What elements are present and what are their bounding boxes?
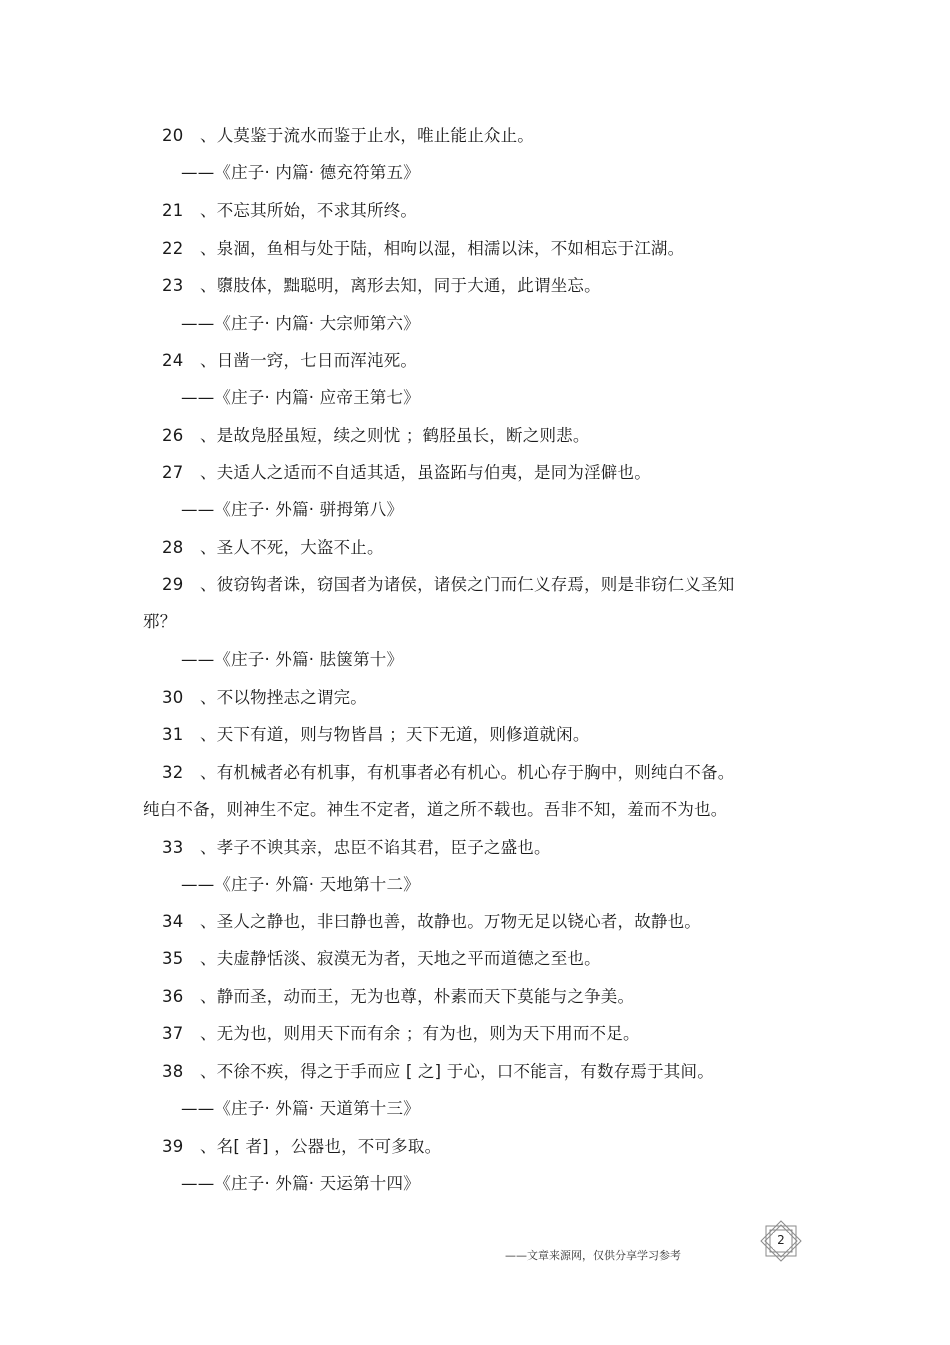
entry-number: 21 (162, 201, 184, 220)
entry-26 (162, 425, 590, 447)
citation-text: ——《庄子· 内篇· 应帝王第七》 (181, 388, 420, 407)
entry-number: 22 (162, 239, 184, 258)
entry-27 (162, 462, 651, 484)
entry-text: 、天下有道，则与物皆昌 ；天下无道，则修道就闲。 (200, 725, 590, 744)
entry-text: 、隳肢体，黜聪明，离形去知，同于大通，此谓坐忘。 (200, 276, 601, 295)
citation-text: ——《庄子· 内篇· 德充符第五》 (181, 163, 420, 182)
entry-text: 、人莫鉴于流水而鉴于止水，唯止能止众止。 (200, 126, 534, 145)
entry-34 (162, 911, 701, 933)
entry-38 (162, 1061, 714, 1083)
entry-text: 、是故凫胫虽短，续之则忧 ；鹤胫虽长，断之则悲。 (200, 426, 590, 445)
entry-number: 30 (162, 688, 184, 707)
entry-text: 、圣人不死，大盗不止。 (200, 538, 384, 557)
entry-text: 、日凿一窍，七日而浑沌死。 (200, 351, 418, 370)
source-citation (181, 313, 420, 335)
entry-24 (162, 350, 417, 372)
citation-text: ——《庄子· 内篇· 大宗师第六》 (181, 314, 420, 333)
source-citation (181, 1173, 420, 1195)
entry-32-continued (143, 799, 728, 821)
entry-number: 28 (162, 538, 184, 557)
page-number-badge (757, 1219, 805, 1263)
entry-21 (162, 200, 417, 222)
citation-text: ——《庄子· 外篇· 天道第十三》 (181, 1099, 420, 1118)
entry-36 (162, 986, 634, 1008)
entry-text: 、无为也，则用天下而有余 ；有为也，则为天下用而不足。 (200, 1024, 640, 1043)
entry-33 (162, 837, 551, 859)
entry-text: 、不以物挫志之谓完。 (200, 688, 367, 707)
entry-number: 34 (162, 912, 184, 931)
citation-text: ——《庄子· 外篇· 骈拇第八》 (181, 500, 404, 519)
entry-number: 23 (162, 276, 184, 295)
entry-37 (162, 1023, 640, 1045)
entry-text: 、不徐不疾，得之于手而应 [ 之] 于心，口不能言，有数存焉于其间。 (200, 1062, 714, 1081)
entry-text: 纯白不备，则神生不定。神生不定者，道之所不载也。吾非不知，羞而不为也。 (143, 800, 728, 819)
entry-number: 27 (162, 463, 184, 482)
footer-note: ——文章来源网，仅供分享学习参考 (505, 1249, 681, 1262)
entry-number: 29 (162, 575, 184, 594)
source-citation (181, 649, 403, 671)
entry-30 (162, 687, 367, 709)
entry-number: 35 (162, 949, 184, 968)
page-number: 2 (777, 1233, 785, 1247)
entry-number: 32 (162, 763, 184, 782)
entry-35 (162, 948, 601, 970)
citation-text: ——《庄子· 外篇· 天地第十二》 (181, 875, 420, 894)
entry-number: 20 (162, 126, 184, 145)
citation-text: ——《庄子· 外篇· 胠箧第十》 (181, 650, 404, 669)
entry-text: 、不忘其所始，不求其所终。 (200, 201, 418, 220)
entry-20 (162, 125, 534, 147)
entry-text: 、孝子不谀其亲，忠臣不谄其君，臣子之盛也。 (200, 838, 551, 857)
entry-22 (162, 238, 684, 260)
source-citation (181, 874, 420, 896)
entry-number: 36 (162, 987, 184, 1006)
entry-39 (162, 1136, 441, 1158)
entry-text: 、有机械者必有机事，有机事者必有机心。机心存于胸中，则纯白不备。 (200, 763, 735, 782)
entry-number: 38 (162, 1062, 184, 1081)
entry-number: 37 (162, 1024, 184, 1043)
entry-number: 24 (162, 351, 184, 370)
entry-29 (162, 574, 734, 596)
entry-31 (162, 724, 590, 746)
entry-text: 、圣人之静也，非曰静也善，故静也。万物无足以铙心者，故静也。 (200, 912, 701, 931)
entry-text: 、夫虚静恬淡、寂漠无为者，天地之平而道德之至也。 (200, 949, 601, 968)
entry-text: 、名[ 者] ，公器也，不可多取。 (200, 1137, 442, 1156)
entry-text: 、夫适人之适而不自适其适，虽盗跖与伯夷，是同为淫僻也。 (200, 463, 651, 482)
entry-32 (162, 762, 734, 784)
entry-number: 26 (162, 426, 184, 445)
entry-23 (162, 275, 601, 297)
entry-28 (162, 537, 384, 559)
entry-29-continued (143, 611, 176, 633)
source-citation (181, 387, 420, 409)
source-citation (181, 1098, 420, 1120)
entry-text: 、泉涸，鱼相与处于陆，相呴以湿，相濡以沫，不如相忘于江湖。 (200, 239, 685, 258)
source-citation (181, 499, 403, 521)
source-citation (181, 162, 420, 184)
entry-number: 39 (162, 1137, 184, 1156)
entry-text: 、彼窃钩者诛，窃国者为诸侯，诸侯之门而仁义存焉，则是非窃仁义圣知 (200, 575, 735, 594)
entry-number: 31 (162, 725, 184, 744)
citation-text: ——《庄子· 外篇· 天运第十四》 (181, 1174, 420, 1193)
entry-text: 邪？ (143, 612, 177, 631)
entry-text: 、静而圣，动而王，无为也尊，朴素而天下莫能与之争美。 (200, 987, 635, 1006)
entry-number: 33 (162, 838, 184, 857)
